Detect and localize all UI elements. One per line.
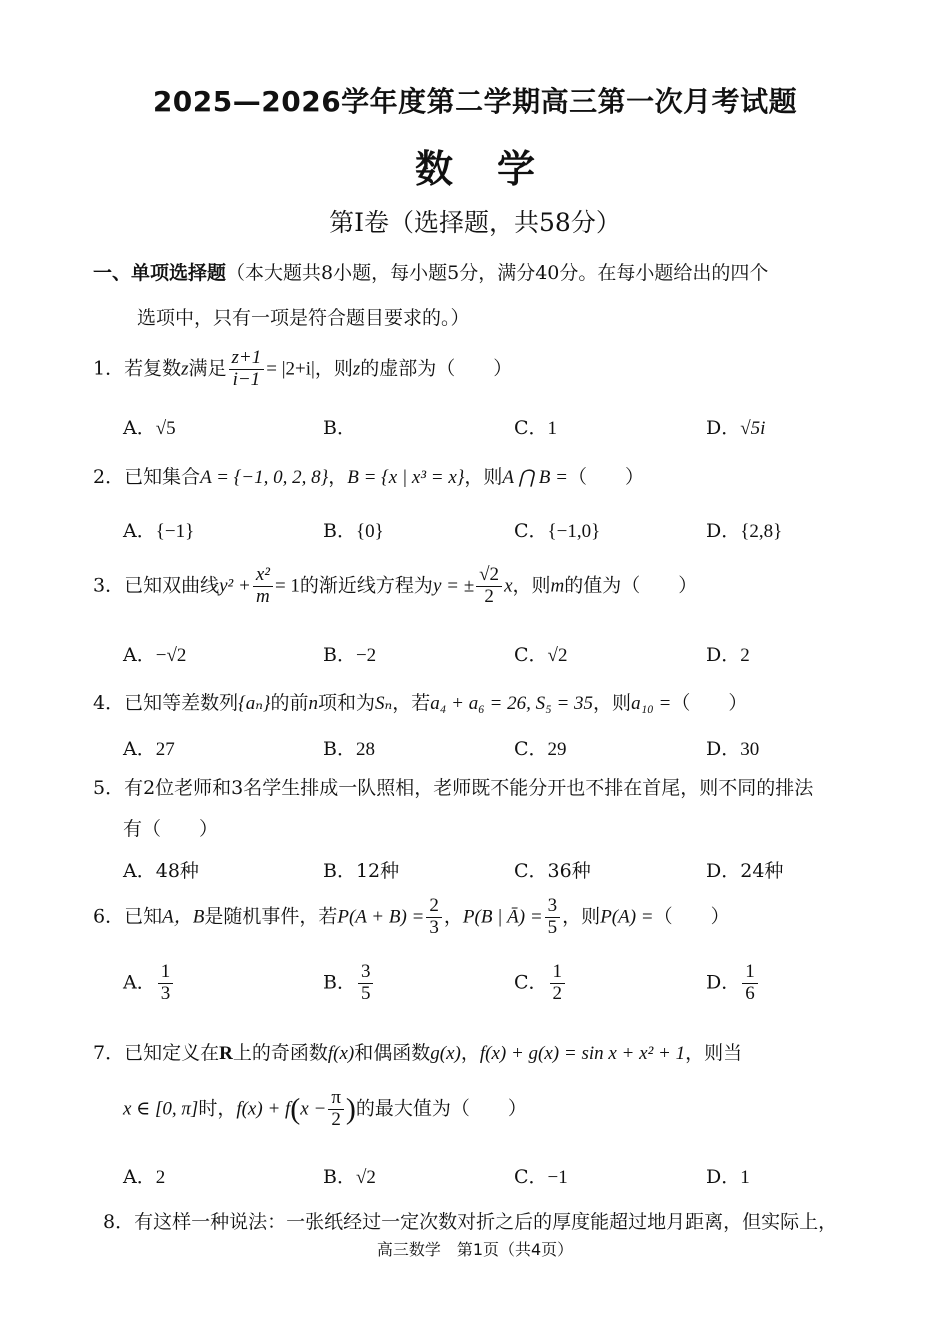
section-instruction-cont: 选项中，只有一项是符合题目要求的。） [137,307,470,329]
exam-title: 2025—2026学年度第二学期高三第一次月考试题 [152,85,798,118]
question-7-stem-line2: x ∈ [0, π]时，f(x) + f(x − $\frac{\pi}{2}$ )的最大值为（ ） [123,1087,527,1130]
question-2-option-d: D．{2,8} [706,520,783,542]
question-3-option-a: A．−√2 [123,644,187,666]
question-1-option-c: C．1 [514,417,558,439]
question-1-option-a: A．√5 [123,417,176,439]
question-3-option-d: D．2 [706,644,750,666]
question-7-option-b: B．√2 [323,1166,376,1188]
question-4-option-a: A．27 [123,738,175,760]
question-4-option-d: D．30 [706,738,760,760]
question-5-option-b: B．12种 [323,860,400,882]
question-2-stem: 2．已知集合A = {−1, 0, 2, 8}，B = {x | x³ = x}，则A ⋂ B =（ ） [93,466,644,488]
question-2-option-b: B．{0} [323,520,384,542]
question-5-option-d: D．24种 [706,860,784,882]
question-4-option-c: C．29 [514,738,567,760]
question-1-stem: 1．若复数z满足 $\frac{z+1}{i-1}$ = |2+i|，则z的虚部为（ ） [93,347,513,390]
question-3-stem: 3．已知双曲线y² + $\frac{\text{x²}}{m}$ = 1的渐近线方程为y = ± $\frac{√2}{2}$ x，则m的值为（ ） [93,564,698,607]
question-2-option-c: C．{−1,0} [514,520,601,542]
question-7-option-a: A．2 [123,1166,166,1188]
question-7-option-c: C．−1 [514,1166,568,1188]
part-heading: 第Ⅰ卷（选择题，共58分） [329,208,621,237]
question-1-option-b: B． [323,417,356,439]
question-4-option-b: B．28 [323,738,375,760]
question-5-option-a: A．48种 [123,860,199,882]
question-6-option-a: A． $\frac{1}{3}$ [123,962,175,1005]
question-1-option-d: D．√5i [706,417,766,439]
question-3-option-c: C．√2 [514,644,568,666]
question-2-option-a: A．{−1} [123,520,195,542]
question-6-option-c: C． $\frac{1}{2}$ [514,962,567,1005]
question-7-option-d: D．1 [706,1166,750,1188]
question-3-option-b: B．−2 [323,644,377,666]
question-5-stem: 5．有2位老师和3名学生排成一队照相，老师既不能分开也不排在首尾，则不同的排法 [93,777,814,799]
question-6-option-d: D． $\frac{1}{6}$ [706,962,760,1005]
page-footer: 高三数学 第1页（共4页） [376,1240,574,1259]
question-6-option-b: B． $\frac{3}{5}$ [323,962,375,1005]
question-8-stem: 8．有这样一种说法：一张纸经过一定次数对折之后的厚度能超过地月距离，但实际上， [103,1211,838,1233]
question-5-option-c: C．36种 [514,860,591,882]
question-5-stem-cont: 有（ ） [123,818,219,840]
subject-title: 数 学 [414,147,536,191]
question-4-stem: 4．已知等差数列{aₙ}的前n项和为Sₙ，若a₄ + a₆ = 26, S₅ = 35，则a₁₀ =（ ） [93,692,748,714]
question-6-stem: 6．已知A，B是随机事件，若P(A + B) = $\frac{2}{3}$ ，P(B | Ā) = $\frac{3}{5}$ ，则P(A) =（ ） [93,895,730,938]
question-7-stem: 7．已知定义在R上的奇函数f(x)和偶函数g(x)，f(x) + g(x) = sin x + x² + 1，则当 [93,1042,743,1064]
section-heading: 一、单项选择题（本大题共8小题，每小题5分，满分40分。在每小题给出的四个 [93,262,769,284]
